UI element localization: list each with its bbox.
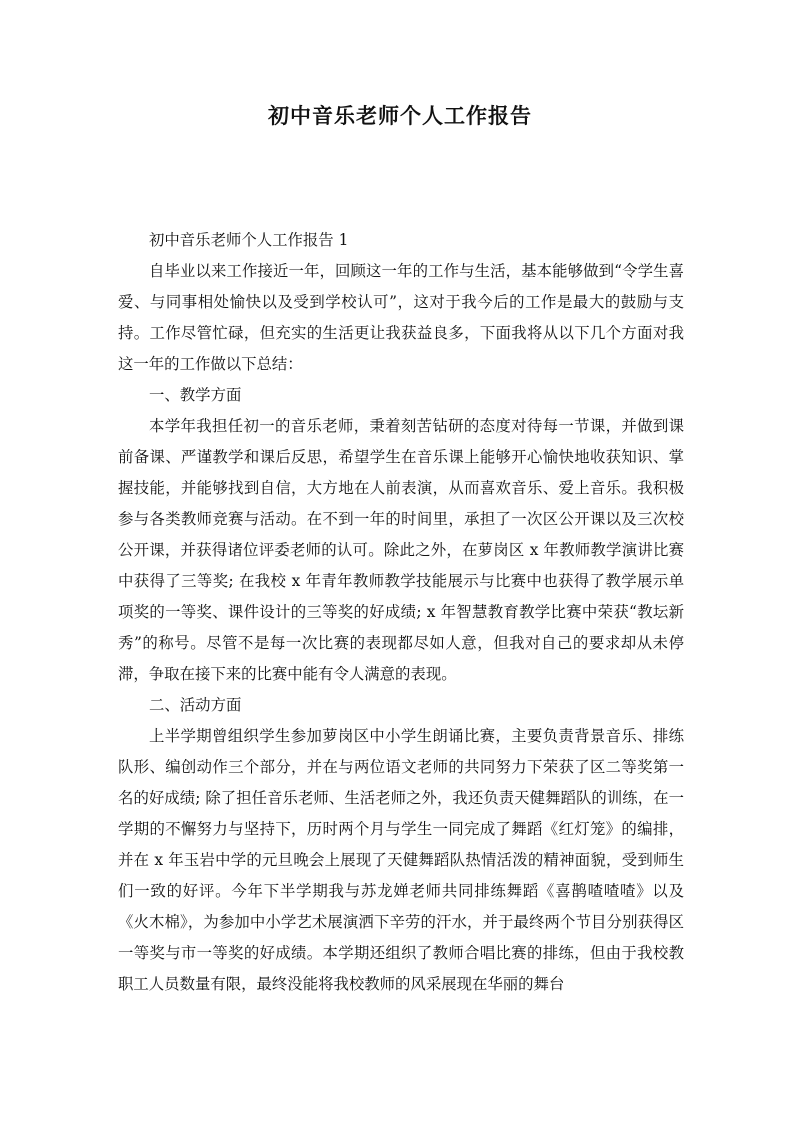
section-heading: 一、教学方面 — [149, 386, 242, 404]
paragraph: 上半学期曾组织学生参加萝岗区中小学生朗诵比赛，主要负责背景音乐、排练队形、编创动作三个部分，并在与两位语文老师的共同努力下荣获了区二等奖第一名的好成绩; 除了担任音乐老师、生活老师之外，我还负责天健舞蹈队的训练，在一学期的不懈努力与坚持下，历时两个月与学生一同完成了舞蹈《红灯笼》的编排，并在 x 年玉岩中学的元旦晚会上展现了天健舞蹈队热情活泼的精神面貌，受到师生们一致的好评。今年下半学期我与苏龙婵老师共同排练舞蹈《喜鹊喳喳喳》以及《火木棉》，为参加中小学艺术展演洒下辛劳的汗水，并于最终两个节目分别获得区一等奖与市一等奖的好成绩。本学期还组织了教师合唱比赛的排练，但由于我校教职工人员数量有限，最终没能将我校教师的风采展现在华丽的舞台 — [118, 727, 684, 993]
document-title: 初中音乐老师个人工作报告 — [268, 103, 532, 128]
section-heading: 二、活动方面 — [149, 696, 242, 714]
paragraph: 自毕业以来工作接近一年，回顾这一年的工作与生活，基本能够做到“令学生喜爱、与同事相处愉快以及受到学校认可”，这对于我今后的工作是最大的鼓励与支持。工作尽管忙碌，但充实的生活更让我获益良多，下面我将从以下几个方面对我这一年的工作做以下总结： — [118, 262, 684, 373]
document-body — [118, 225, 684, 1000]
paragraph: 本学年我担任初一的音乐老师，秉着刻苦钻研的态度对待每一节课，并做到课前备课、严谨教学和课后反思，希望学生在音乐课上能够开心愉快地收获知识、掌握技能，并能够找到自信，大方地在人前表演，从而喜欢音乐、爱上音乐。我积极参与各类教师竞赛与活动。在不到一年的时间里，承担了一次区公开课以及三次校公开课，并获得诸位评委老师的认可。除此之外，在萝岗区 x 年教师教学演讲比赛中获得了三等奖; 在我校 x 年青年教师教学技能展示与比赛中也获得了教学展示单项奖的一等奖、课件设计的三等奖的好成绩; x 年智慧教育教学比赛中荣获“教坛新秀”的称号。尽管不是每一次比赛的表现都尽如人意，但我对自己的要求却从未停滞，争取在接下来的比赛中能有令人满意的表现。 — [118, 417, 684, 683]
section-heading: 初中音乐老师个人工作报告 1 — [149, 231, 349, 249]
